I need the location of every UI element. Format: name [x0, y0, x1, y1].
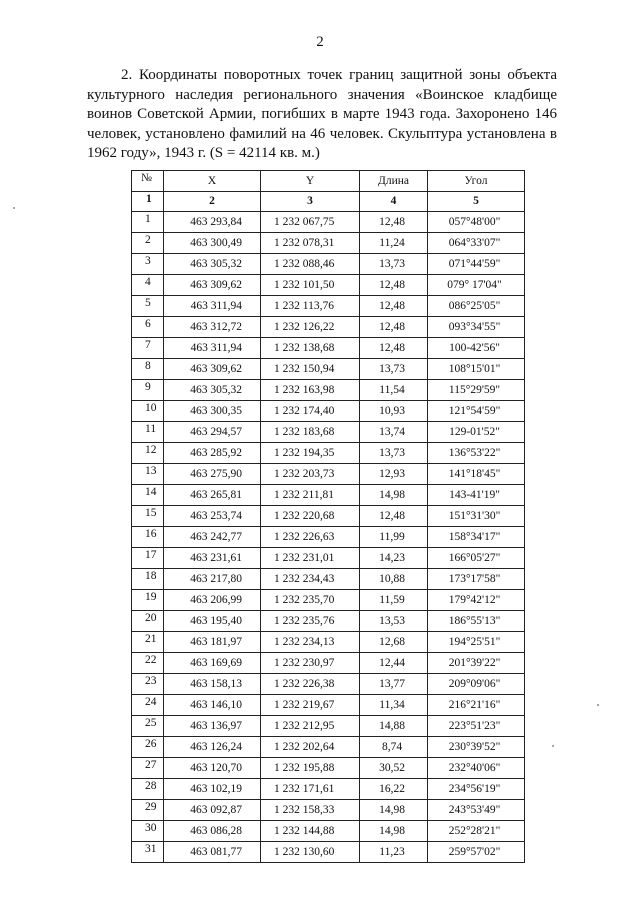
point-number: 14: [132, 485, 164, 506]
table-row: [132, 506, 525, 527]
table-row: [132, 275, 525, 296]
point-number: 10: [132, 401, 164, 422]
direction-angle: 086°25'05": [428, 296, 525, 317]
direction-angle: 259°57'02": [428, 842, 525, 863]
table-row: [132, 254, 525, 275]
y-coordinate: 1 232 212,95: [261, 716, 360, 737]
x-coordinate: 463 242,77: [164, 527, 261, 548]
direction-angle: 232°40'06": [428, 758, 525, 779]
segment-length: 11,99: [360, 527, 428, 548]
header-length: Длина: [360, 171, 428, 192]
y-coordinate: 1 232 220,68: [261, 506, 360, 527]
x-coordinate: 463 293,84: [164, 212, 261, 233]
direction-angle: 100-42'56": [428, 338, 525, 359]
x-coordinate: 463 311,94: [164, 338, 261, 359]
x-coordinate: 463 275,90: [164, 464, 261, 485]
x-coordinate: 463 294,57: [164, 422, 261, 443]
direction-angle: 108°15'01": [428, 359, 525, 380]
table-row: [132, 317, 525, 338]
point-number: 30: [132, 821, 164, 842]
segment-length: 13,73: [360, 254, 428, 275]
y-coordinate: 1 232 219,67: [261, 695, 360, 716]
table-row: [132, 380, 525, 401]
intro-paragraph: 2. Координаты поворотных точек границ защитной зоны объекта культурного наследия регионального значения «Воинское кладбище воинов Советской Армии, погибших в марте 1943 года. Захоронено 146 человек, установлено фамилий на 46 человек. Скульптура установлена в 1962 году», 1943 г. (S = 42114 кв. м.): [87, 67, 557, 161]
x-coordinate: 463 120,70: [164, 758, 261, 779]
segment-length: 14,23: [360, 548, 428, 569]
table-row: [132, 464, 525, 485]
x-coordinate: 463 126,24: [164, 737, 261, 758]
direction-angle: 141°18'45": [428, 464, 525, 485]
x-coordinate: 463 309,62: [164, 359, 261, 380]
y-coordinate: 1 232 203,73: [261, 464, 360, 485]
table-row: [132, 800, 525, 821]
point-number: 1: [132, 212, 164, 233]
point-number: 29: [132, 800, 164, 821]
direction-angle: 252°28'21": [428, 821, 525, 842]
segment-length: 13,77: [360, 674, 428, 695]
y-coordinate: 1 232 234,43: [261, 569, 360, 590]
point-number: 18: [132, 569, 164, 590]
segment-length: 12,48: [360, 296, 428, 317]
page-number: 2: [316, 34, 324, 50]
direction-angle: 186°55'13": [428, 611, 525, 632]
point-number: 23: [132, 674, 164, 695]
y-coordinate: 1 232 138,68: [261, 338, 360, 359]
y-coordinate: 1 232 088,46: [261, 254, 360, 275]
segment-length: 11,34: [360, 695, 428, 716]
point-number: 28: [132, 779, 164, 800]
x-coordinate: 463 102,19: [164, 779, 261, 800]
y-coordinate: 1 232 171,61: [261, 779, 360, 800]
segment-length: 12,44: [360, 653, 428, 674]
x-coordinate: 463 217,80: [164, 569, 261, 590]
segment-length: 11,54: [360, 380, 428, 401]
direction-angle: 166°05'27": [428, 548, 525, 569]
x-coordinate: 463 158,13: [164, 674, 261, 695]
point-number: 31: [132, 842, 164, 863]
table-row: [132, 716, 525, 737]
segment-length: 11,23: [360, 842, 428, 863]
point-number: 8: [132, 359, 164, 380]
segment-length: 12,48: [360, 317, 428, 338]
x-coordinate: 463 195,40: [164, 611, 261, 632]
y-coordinate: 1 232 226,63: [261, 527, 360, 548]
table-row: [132, 674, 525, 695]
column-number: 1: [132, 192, 164, 212]
direction-angle: 243°53'49": [428, 800, 525, 821]
column-number: 3: [261, 192, 360, 212]
coordinates-table: [131, 170, 525, 863]
point-number: 9: [132, 380, 164, 401]
direction-angle: 209°09'06": [428, 674, 525, 695]
segment-length: 13,73: [360, 359, 428, 380]
table-row: [132, 590, 525, 611]
y-coordinate: 1 232 194,35: [261, 443, 360, 464]
x-coordinate: 463 092,87: [164, 800, 261, 821]
x-coordinate: 463 300,49: [164, 233, 261, 254]
segment-length: 30,52: [360, 758, 428, 779]
table-column-numbers-row: [132, 192, 525, 212]
segment-length: 14,98: [360, 485, 428, 506]
direction-angle: 230°39'52": [428, 737, 525, 758]
direction-angle: 216°21'16": [428, 695, 525, 716]
x-coordinate: 463 305,32: [164, 380, 261, 401]
table-row: [132, 443, 525, 464]
table-row: [132, 842, 525, 863]
y-coordinate: 1 232 183,68: [261, 422, 360, 443]
point-number: 13: [132, 464, 164, 485]
direction-angle: 173°17'58": [428, 569, 525, 590]
scan-speck: [552, 745, 554, 747]
header-y: Y: [261, 171, 360, 192]
table-row: [132, 653, 525, 674]
table-row: [132, 548, 525, 569]
y-coordinate: 1 232 150,94: [261, 359, 360, 380]
point-number: 15: [132, 506, 164, 527]
column-number: 4: [360, 192, 428, 212]
direction-angle: 079° 17'04": [428, 275, 525, 296]
segment-length: 12,48: [360, 338, 428, 359]
direction-angle: 234°56'19": [428, 779, 525, 800]
y-coordinate: 1 232 144,88: [261, 821, 360, 842]
table-row: [132, 821, 525, 842]
x-coordinate: 463 311,94: [164, 296, 261, 317]
point-number: 2: [132, 233, 164, 254]
segment-length: 8,74: [360, 737, 428, 758]
header-number: №: [132, 171, 164, 192]
x-coordinate: 463 231,61: [164, 548, 261, 569]
table-row: [132, 632, 525, 653]
direction-angle: 057°48'00": [428, 212, 525, 233]
point-number: 4: [132, 275, 164, 296]
segment-length: 11,24: [360, 233, 428, 254]
direction-angle: 093°34'55": [428, 317, 525, 338]
direction-angle: 121°54'59": [428, 401, 525, 422]
direction-angle: 201°39'22": [428, 653, 525, 674]
point-number: 25: [132, 716, 164, 737]
segment-length: 11,59: [360, 590, 428, 611]
table-row: [132, 695, 525, 716]
x-coordinate: 463 285,92: [164, 443, 261, 464]
table-row: [132, 338, 525, 359]
table-row: [132, 359, 525, 380]
point-number: 17: [132, 548, 164, 569]
table-row: [132, 527, 525, 548]
segment-length: 13,74: [360, 422, 428, 443]
table-row: [132, 485, 525, 506]
y-coordinate: 1 232 158,33: [261, 800, 360, 821]
x-coordinate: 463 265,81: [164, 485, 261, 506]
y-coordinate: 1 232 202,64: [261, 737, 360, 758]
table-row: [132, 422, 525, 443]
table-row: [132, 569, 525, 590]
x-coordinate: 463 312,72: [164, 317, 261, 338]
table-row: [132, 401, 525, 422]
x-coordinate: 463 146,10: [164, 695, 261, 716]
table-row: [132, 758, 525, 779]
point-number: 7: [132, 338, 164, 359]
y-coordinate: 1 232 163,98: [261, 380, 360, 401]
y-coordinate: 1 232 234,13: [261, 632, 360, 653]
segment-length: 14,98: [360, 800, 428, 821]
segment-length: 12,48: [360, 506, 428, 527]
segment-length: 16,22: [360, 779, 428, 800]
coordinates-table-body: [132, 171, 525, 863]
y-coordinate: 1 232 130,60: [261, 842, 360, 863]
y-coordinate: 1 232 211,81: [261, 485, 360, 506]
y-coordinate: 1 232 078,31: [261, 233, 360, 254]
y-coordinate: 1 232 067,75: [261, 212, 360, 233]
point-number: 3: [132, 254, 164, 275]
y-coordinate: 1 232 113,76: [261, 296, 360, 317]
direction-angle: 115°29'59": [428, 380, 525, 401]
header-angle: Угол: [428, 171, 525, 192]
table-row: [132, 233, 525, 254]
table-row: [132, 611, 525, 632]
scan-speck: [597, 704, 599, 706]
y-coordinate: 1 232 195,88: [261, 758, 360, 779]
direction-angle: 151°31'30": [428, 506, 525, 527]
point-number: 12: [132, 443, 164, 464]
y-coordinate: 1 232 226,38: [261, 674, 360, 695]
direction-angle: 136°53'22": [428, 443, 525, 464]
point-number: 24: [132, 695, 164, 716]
x-coordinate: 463 086,28: [164, 821, 261, 842]
column-number: 5: [428, 192, 525, 212]
y-coordinate: 1 232 231,01: [261, 548, 360, 569]
point-number: 27: [132, 758, 164, 779]
x-coordinate: 463 081,77: [164, 842, 261, 863]
point-number: 5: [132, 296, 164, 317]
x-coordinate: 463 309,62: [164, 275, 261, 296]
y-coordinate: 1 232 230,97: [261, 653, 360, 674]
segment-length: 13,53: [360, 611, 428, 632]
segment-length: 12,48: [360, 212, 428, 233]
direction-angle: 158°34'17": [428, 527, 525, 548]
y-coordinate: 1 232 235,76: [261, 611, 360, 632]
table-row: [132, 779, 525, 800]
segment-length: 14,88: [360, 716, 428, 737]
point-number: 26: [132, 737, 164, 758]
point-number: 11: [132, 422, 164, 443]
direction-angle: 223°51'23": [428, 716, 525, 737]
point-number: 21: [132, 632, 164, 653]
table-header-row: [132, 171, 525, 192]
table-row: [132, 737, 525, 758]
segment-length: 12,48: [360, 275, 428, 296]
y-coordinate: 1 232 101,50: [261, 275, 360, 296]
direction-angle: 129-01'52": [428, 422, 525, 443]
segment-length: 10,88: [360, 569, 428, 590]
x-coordinate: 463 181,97: [164, 632, 261, 653]
direction-angle: 179°42'12": [428, 590, 525, 611]
x-coordinate: 463 253,74: [164, 506, 261, 527]
column-number: 2: [164, 192, 261, 212]
y-coordinate: 1 232 174,40: [261, 401, 360, 422]
segment-length: 10,93: [360, 401, 428, 422]
direction-angle: 064°33'07": [428, 233, 525, 254]
y-coordinate: 1 232 126,22: [261, 317, 360, 338]
scan-speck: [13, 207, 15, 209]
table-row: [132, 296, 525, 317]
point-number: 20: [132, 611, 164, 632]
x-coordinate: 463 206,99: [164, 590, 261, 611]
point-number: 19: [132, 590, 164, 611]
segment-length: 12,68: [360, 632, 428, 653]
x-coordinate: 463 300,35: [164, 401, 261, 422]
y-coordinate: 1 232 235,70: [261, 590, 360, 611]
header-x: X: [164, 171, 261, 192]
direction-angle: 143-41'19": [428, 485, 525, 506]
direction-angle: 194°25'51": [428, 632, 525, 653]
point-number: 16: [132, 527, 164, 548]
point-number: 6: [132, 317, 164, 338]
table-row: [132, 212, 525, 233]
x-coordinate: 463 136,97: [164, 716, 261, 737]
x-coordinate: 463 169,69: [164, 653, 261, 674]
direction-angle: 071°44'59": [428, 254, 525, 275]
point-number: 22: [132, 653, 164, 674]
segment-length: 14,98: [360, 821, 428, 842]
segment-length: 13,73: [360, 443, 428, 464]
x-coordinate: 463 305,32: [164, 254, 261, 275]
segment-length: 12,93: [360, 464, 428, 485]
